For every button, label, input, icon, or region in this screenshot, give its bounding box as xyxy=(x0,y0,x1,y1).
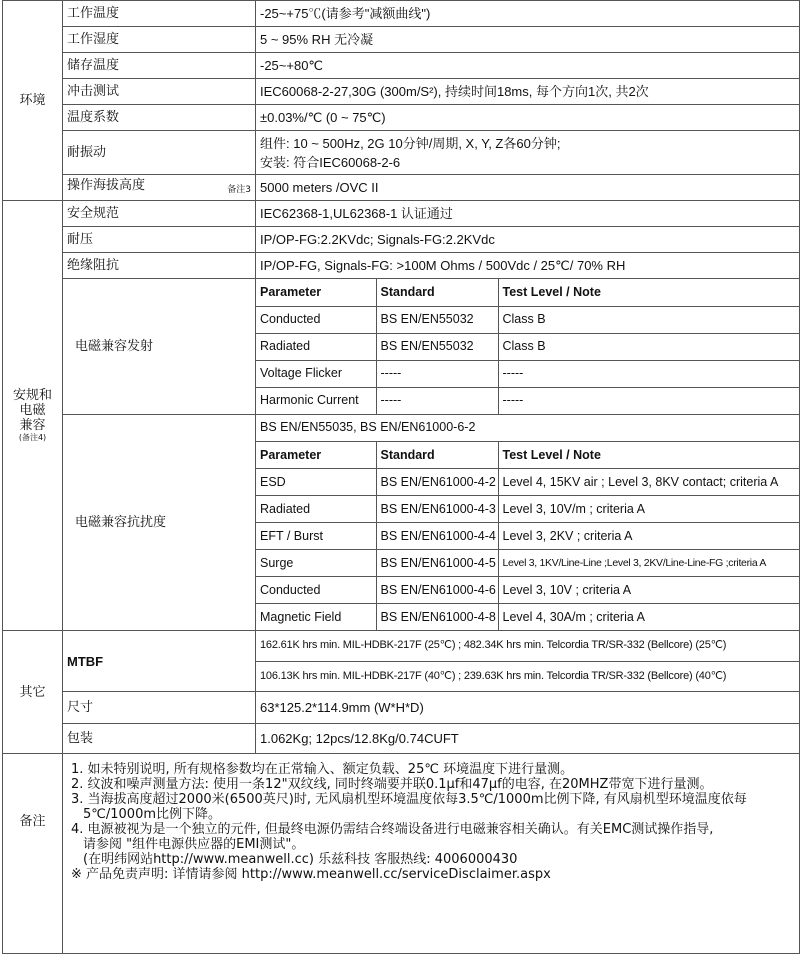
label-altitude xyxy=(63,175,256,201)
vibration-line-1: 组件: 10 ~ 500Hz, 2G 10分钟/周期, X, Y, Z各60分钟; xyxy=(260,135,561,151)
emc-immunity-cell xyxy=(256,414,800,631)
note-line-5: 4. 电源被视为是一个独立的元件, 但最终电源仍需结合终端设备进行电磁兼容相关确认。有关EMC测试操作指导, xyxy=(71,822,714,837)
emission-cell: ----- xyxy=(502,393,524,407)
emc-immunity-table xyxy=(256,415,799,631)
label-dimension: 尺寸 xyxy=(63,692,256,724)
value-storage-temp: -25~+80℃ xyxy=(256,53,800,79)
emission-cell: Harmonic Current xyxy=(256,387,376,414)
mtbf-cell xyxy=(256,631,800,692)
spec-table xyxy=(2,0,800,954)
category-safety-line2: 电磁 xyxy=(19,403,46,418)
note-line-1: 1. 如未特别说明, 所有规格参数均在正常输入、额定负载、25℃ 环境温度下进行量测。 xyxy=(71,762,574,777)
immunity-cell: Level 3, 2KV ; criteria A xyxy=(498,523,799,550)
immunity-standard-line: BS EN/EN55035, BS EN/EN61000-6-2 xyxy=(256,415,799,442)
emission-header-standard: Standard xyxy=(376,279,498,306)
value-packing: 1.062Kg; 12pcs/12.8Kg/0.74CUFT xyxy=(256,724,800,754)
immunity-header-standard: Standard xyxy=(376,442,498,469)
label-mtbf: MTBF xyxy=(63,631,256,692)
immunity-cell: BS EN/EN61000-4-4 xyxy=(376,523,498,550)
immunity-cell: Conducted xyxy=(256,577,376,604)
label-emc-emission: 电磁兼容发射 xyxy=(63,279,256,415)
label-storage-temp: 储存温度 xyxy=(63,53,256,79)
immunity-cell: Level 4, 30A/m ; criteria A xyxy=(502,609,645,624)
emission-cell: Class B xyxy=(498,306,799,333)
note-line-6: 请参阅 "组件电源供应器的EMI测试"。 xyxy=(83,837,305,852)
immunity-cell: EFT / Burst xyxy=(256,523,376,550)
emission-cell: Radiated xyxy=(256,333,376,360)
immunity-cell: Level 4, 15KV air ; Level 3, 8KV contact; criteria A xyxy=(498,469,799,496)
vibration-line-2: 安装: 符合IEC60068-2-6 xyxy=(260,154,401,170)
label-withstand-voltage: 耐压 xyxy=(63,227,256,253)
emission-cell: Conducted xyxy=(256,306,376,333)
emission-header-level: Test Level / Note xyxy=(498,279,799,306)
category-safety-note: (备注4) xyxy=(18,433,47,442)
altitude-note-ref: 备注3 xyxy=(227,184,251,195)
immunity-cell: ESD xyxy=(256,469,376,496)
immunity-cell: BS EN/EN61000-4-6 xyxy=(376,577,498,604)
value-temp-coefficient: ±0.03%/℃ (0 ~ 75℃) xyxy=(256,105,800,131)
label-temp-coefficient: 温度系数 xyxy=(63,105,256,131)
value-safety-standards: IEC62368-1,UL62368-1 认证通过 xyxy=(256,201,800,227)
immunity-cell: Level 3, 1KV/Line-Line ;Level 3, 2KV/Line-Line-FG ;criteria A xyxy=(498,550,799,577)
emc-emission-table xyxy=(256,279,799,414)
emission-header-parameter: Parameter xyxy=(256,279,376,306)
value-operating-temp: -25~+75℃(请参考"减额曲线") xyxy=(256,1,800,27)
immunity-cell: BS EN/EN61000-4-3 xyxy=(376,496,498,523)
value-operating-humidity: 5 ~ 95% RH 无冷凝 xyxy=(256,27,800,53)
category-other: 其它 xyxy=(3,631,63,754)
label-shock-test: 冲击测试 xyxy=(63,79,256,105)
category-safety-line1: 安规和 xyxy=(12,388,52,403)
label-isolation-resistance: 绝缘阻抗 xyxy=(63,253,256,279)
value-isolation-resistance: IP/OP-FG, Signals-FG: >100M Ohms / 500Vdc / 25℃/ 70% RH xyxy=(256,253,800,279)
emission-cell: ----- xyxy=(376,360,498,387)
category-notes: 备注 xyxy=(3,754,63,954)
notes-cell xyxy=(63,754,800,954)
immunity-cell: BS EN/EN61000-4-5 xyxy=(376,550,498,577)
value-vibration xyxy=(256,131,800,175)
value-dimension: 63*125.2*114.9mm (W*H*D) xyxy=(256,692,800,724)
emission-cell: Voltage Flicker xyxy=(256,360,376,387)
label-operating-temp: 工作温度 xyxy=(63,1,256,27)
immunity-cell: Level 3, 10V/m ; criteria A xyxy=(498,496,799,523)
note-line-2: 2. 纹波和噪声测量方法: 使用一条12"双纹线, 同时终端要并联0.1μf和47μf的电容, 在20MHZ带宽下进行量测。 xyxy=(71,777,713,792)
immunity-cell: Magnetic Field xyxy=(256,604,376,631)
emission-cell: ----- xyxy=(498,360,799,387)
category-safety-emc xyxy=(3,201,63,631)
immunity-cell: Level 3, 10V ; criteria A xyxy=(498,577,799,604)
note-line-8: ※ 产品免责声明: 详情请参阅 http://www.meanwell.cc/serviceDisclaimer.aspx xyxy=(71,867,551,882)
value-shock-test: IEC60068-2-27,30G (300m/S²), 持续时间18ms, 每个方向1次, 共2次 xyxy=(256,79,800,105)
mtbf-line-2: 106.13K hrs min. MIL-HDBK-217F (40℃) ; 239.63K hrs min. Telcordia TR/SR-332 (Bellcore) (40℃) xyxy=(260,669,727,682)
label-vibration: 耐振动 xyxy=(63,131,256,175)
label-safety-standards: 安全规范 xyxy=(63,201,256,227)
emission-cell: BS EN/EN55032 xyxy=(376,333,498,360)
mtbf-table xyxy=(256,631,799,691)
note-line-7: (在明纬网站http://www.meanwell.cc) 乐兹科技 客服热线: 4006000430 xyxy=(83,852,518,867)
label-emc-immunity: 电磁兼容抗扰度 xyxy=(63,414,256,631)
emission-cell: ----- xyxy=(376,387,498,414)
immunity-cell: BS EN/EN61000-4-8 xyxy=(376,604,498,631)
note-line-3: 3. 当海拔高度超过2000米(6500英尺)时, 无风扇机型环境温度依每3.5℃/1000m比例下降, 有风扇机型环境温度依每 xyxy=(71,792,747,807)
category-safety-line3: 兼容 xyxy=(19,418,46,433)
immunity-cell: BS EN/EN61000-4-2 xyxy=(376,469,498,496)
label-packing: 包装 xyxy=(63,724,256,754)
value-altitude: 5000 meters /OVC II xyxy=(256,175,800,201)
mtbf-line-1: 162.61K hrs min. MIL-HDBK-217F (25℃) ; 482.34K hrs min. Telcordia TR/SR-332 (Bellcore) (25℃) xyxy=(256,631,799,661)
emc-emission-cell xyxy=(256,279,800,415)
value-withstand-voltage: IP/OP-FG:2.2KVdc; Signals-FG:2.2KVdc xyxy=(256,227,800,253)
emission-cell: Class B xyxy=(498,333,799,360)
immunity-cell: Surge xyxy=(256,550,376,577)
emission-cell: BS EN/EN55032 xyxy=(376,306,498,333)
immunity-header-level: Test Level / Note xyxy=(498,442,799,469)
altitude-label-text: 操作海拔高度 xyxy=(67,177,146,193)
immunity-header-parameter: Parameter xyxy=(256,442,376,469)
label-operating-humidity: 工作湿度 xyxy=(63,27,256,53)
note-line-4: 5℃/1000m比例下降。 xyxy=(83,807,221,822)
category-environment: 环境 xyxy=(3,1,63,201)
immunity-cell: Radiated xyxy=(256,496,376,523)
